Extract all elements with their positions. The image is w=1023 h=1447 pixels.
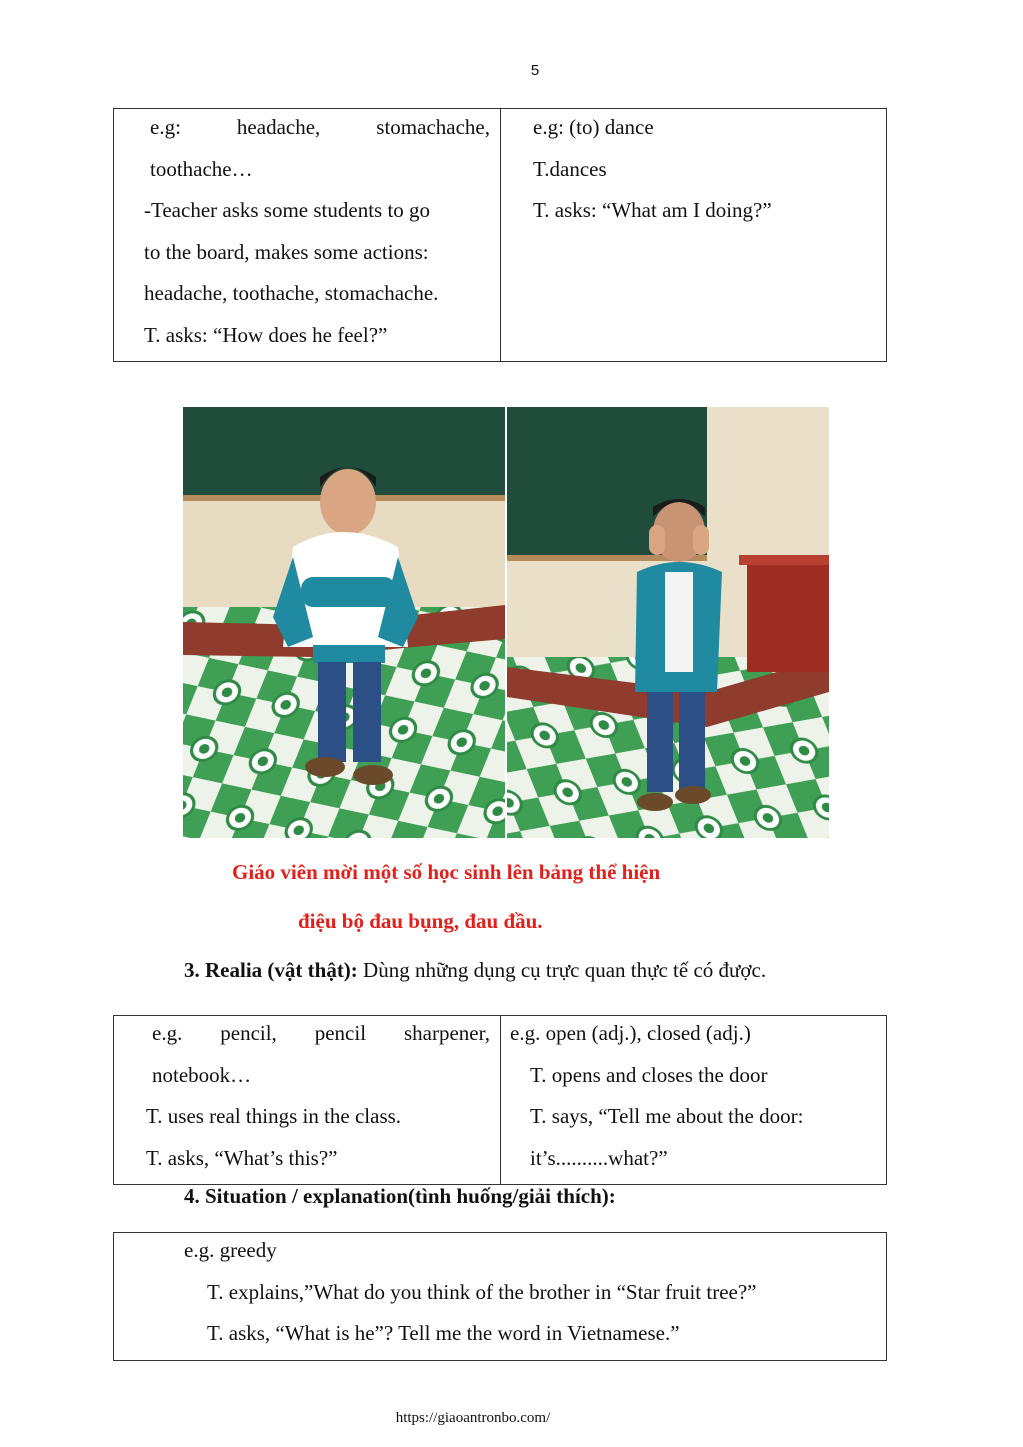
table2-right-line: T. opens and closes the door: [530, 1062, 768, 1087]
table1-left-cell: [114, 109, 501, 362]
photo-headache: [507, 407, 829, 838]
section-3-title: 3. Realia (vật thật):: [184, 958, 358, 982]
photo-stomachache: [183, 407, 505, 838]
section-3-text: Dùng những dụng cụ trực quan thực tế có được.: [357, 958, 767, 982]
table3-line: e.g. greedy: [184, 1238, 277, 1262]
table1-right-cell: [501, 109, 887, 362]
table1-left-line: headache, toothache, stomachache.: [144, 281, 439, 305]
table2-left-line: notebook…: [152, 1062, 252, 1087]
table2-right-line: e.g. open (adj.), closed (adj.): [510, 1021, 751, 1045]
table1-right-line: T. asks: “What am I doing?”: [533, 198, 772, 222]
table1-left-line: e.g: headache, stomachache,: [150, 115, 490, 139]
table3-line: T. explains,”What do you think of the brother in “Star fruit tree?”: [207, 1279, 757, 1304]
table2-right-cell: [501, 1016, 887, 1185]
table2-right-line: it’s..........what?”: [530, 1145, 668, 1170]
table3-cell: [114, 1233, 887, 1361]
footer-url: https://giaoantronbo.com/: [395, 1410, 551, 1426]
table2-left-line: T. uses real things in the class.: [146, 1104, 402, 1128]
table3-line: T. asks, “What is he”? Tell me the word in Vietnamese.”: [207, 1321, 680, 1345]
table1-left-line: to the board, makes some actions:: [144, 239, 429, 264]
table1-right-line: e.g: (to) dance: [533, 115, 654, 139]
table1-right-line: T.dances: [533, 156, 607, 181]
photo-caption-line1: Giáo viên mời một số học sinh lên bảng thể hiện: [232, 860, 661, 884]
section-4-title: 4. Situation / explanation(tình huống/giải thích):: [184, 1184, 616, 1208]
table1-left-line: -Teacher asks some students to go: [144, 198, 431, 222]
table2-left-line: e.g. pencil, pencil sharpener,: [152, 1021, 490, 1045]
table2-left-line: T. asks, “What’s this?”: [146, 1145, 338, 1170]
section-3-heading: [184, 958, 766, 983]
example-table-situation: [113, 1232, 887, 1361]
table1-left-line: T. asks: “How does he feel?”: [144, 322, 388, 347]
example-table-realia: [113, 1015, 887, 1185]
table1-left-line: toothache…: [150, 156, 253, 181]
table2-left-cell: [114, 1016, 501, 1185]
section-4-heading: [184, 1184, 616, 1209]
example-table-actions: [113, 108, 887, 362]
table2-right-line: T. says, “Tell me about the door:: [530, 1104, 804, 1128]
page-number: 5: [530, 62, 540, 79]
photo-caption-line2: điệu bộ đau bụng, đau đầu.: [298, 909, 543, 933]
